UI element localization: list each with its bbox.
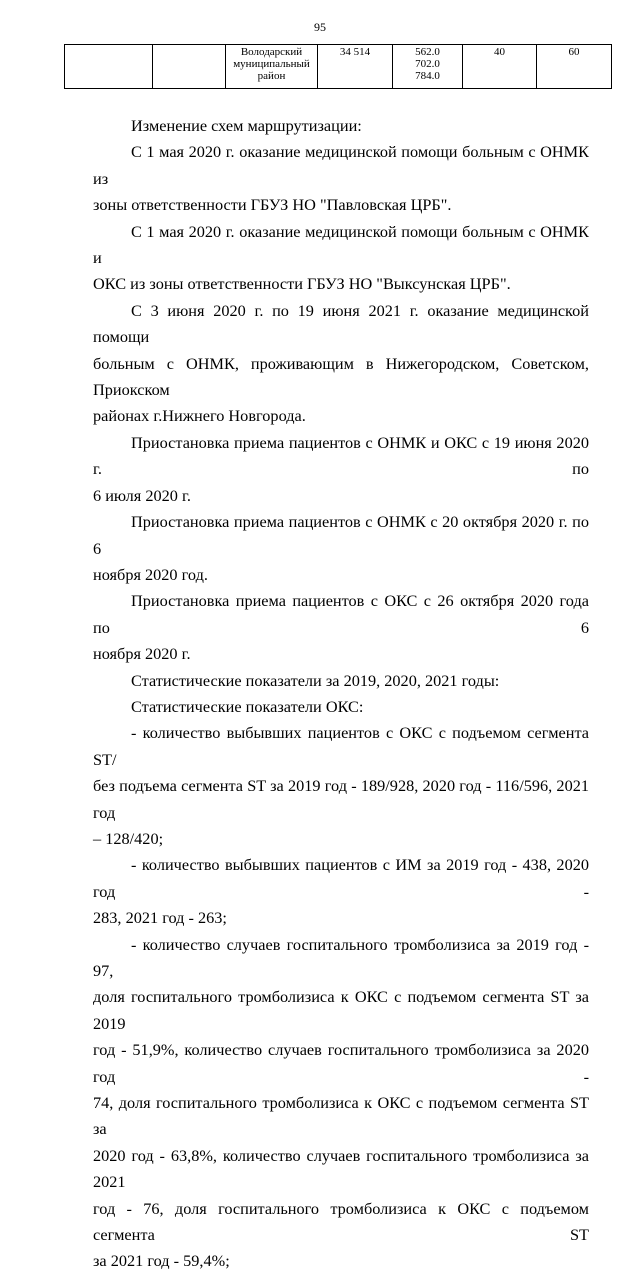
text-line: 2020 год - 63,8%, количество случаев госпитального тромболизиса за 2021 bbox=[93, 1145, 589, 1192]
text-line: год - 51,9%, количество случаев госпитального тромболизиса за 2020 год - bbox=[93, 1040, 589, 1086]
table-cell-district bbox=[226, 45, 318, 89]
district-line: Володарский bbox=[240, 46, 303, 58]
text-line: ОКС из зоны ответственности ГБУЗ НО "Выксунская ЦРБ". bbox=[93, 274, 511, 294]
table-cell-col5: 40 bbox=[463, 45, 537, 89]
table-cell-empty-2 bbox=[153, 45, 226, 89]
text-line: - количество выбывших пациентов с ОКС с подъемом сегмента ST/ bbox=[93, 723, 589, 769]
text-line: Приостановка приема пациентов с ОНМК и ОКС с 19 июня 2020 г. по bbox=[93, 432, 589, 479]
text-line: С 1 мая 2020 г. оказание медицинской помощи больным с ОНМК и bbox=[93, 221, 589, 268]
text-line: больным с ОНМК, проживающим в Нижегородском, Советском, Приокском bbox=[93, 353, 589, 400]
text-line: – 128/420; bbox=[93, 828, 164, 848]
body-text bbox=[93, 113, 589, 1275]
text-line: ноября 2020 г. bbox=[93, 644, 191, 664]
text-line: Статистические показатели за 2019, 2020, 2021 годы: bbox=[131, 670, 500, 690]
table-cell-population: 34 514 bbox=[318, 45, 393, 89]
text-line: Приостановка приема пациентов с ОНМК с 20 октября 2020 г. по 6 bbox=[93, 512, 589, 558]
text-line: Статистические показатели ОКС: bbox=[131, 696, 364, 716]
table-cell-col6: 60 bbox=[537, 45, 612, 89]
text-line: зоны ответственности ГБУЗ НО "Павловская ЦРБ". bbox=[93, 195, 452, 215]
text-line: за 2021 год - 59,4%; bbox=[93, 1251, 230, 1271]
page-number: 95 bbox=[314, 20, 326, 34]
value-line: 562.0 bbox=[415, 46, 440, 58]
text-line: 6 июля 2020 г. bbox=[93, 485, 191, 505]
value-line: 784.0 bbox=[415, 70, 440, 82]
text-line: год - 76, доля госпитального тромболизиса к ОКС с подъемом сегмента ST bbox=[93, 1198, 589, 1245]
text-line: районах г.Нижнего Новгорода. bbox=[93, 406, 306, 426]
text-line: - количество случаев госпитального тромболизиса за 2019 год - 97, bbox=[93, 934, 589, 980]
table-cell-values bbox=[393, 45, 463, 89]
text-line: Приостановка приема пациентов с ОКС с 26 октября 2020 года по 6 bbox=[93, 591, 589, 637]
district-line: район bbox=[257, 70, 286, 82]
data-table bbox=[64, 44, 612, 89]
text-line: Изменение схем маршрутизации: bbox=[131, 116, 362, 135]
value-line: 702.0 bbox=[415, 58, 440, 70]
text-line: ноября 2020 год. bbox=[93, 564, 208, 584]
text-line: без подъема сегмента ST за 2019 год - 189/928, 2020 год - 116/596, 2021 год bbox=[93, 776, 589, 822]
table-row bbox=[65, 45, 612, 89]
text-line: С 3 июня 2020 г. по 19 июня 2021 г. оказание медицинской помощи bbox=[93, 300, 589, 347]
text-line: доля госпитального тромболизиса к ОКС с подъемом сегмента ST за 2019 bbox=[93, 987, 589, 1033]
text-line: 74, доля госпитального тромболизиса к ОКС с подъемом сегмента ST за bbox=[93, 1093, 589, 1139]
district-line: муниципальный bbox=[233, 58, 310, 70]
text-line: - количество выбывших пациентов с ИМ за 2019 год - 438, 2020 год - bbox=[93, 855, 589, 901]
text-line: С 1 мая 2020 г. оказание медицинской помощи больным с ОНМК из bbox=[93, 142, 589, 188]
text-line: 283, 2021 год - 263; bbox=[93, 908, 227, 928]
table-cell-empty-1 bbox=[65, 45, 153, 89]
